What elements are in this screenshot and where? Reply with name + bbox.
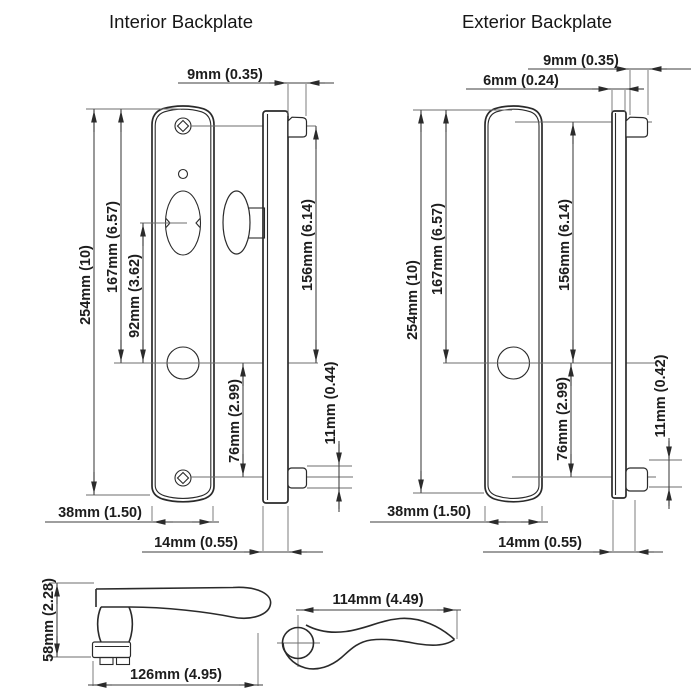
- lever-side-shape: [93, 587, 271, 664]
- exterior-bottom-flange-label: 11mm (0.42): [653, 354, 669, 438]
- interior-bottom-flange: [288, 468, 307, 488]
- exterior-top-to-bore-label: 167mm (6.57): [430, 203, 446, 295]
- interior-depth-label: 14mm (0.55): [154, 535, 238, 551]
- lever-arm-outline: [96, 587, 271, 618]
- exterior-plate-outline: [485, 106, 542, 502]
- exterior-side-view: [612, 111, 648, 498]
- interior-thumbturn-to-bore-label: 92mm (3.62): [127, 254, 143, 338]
- lever-spindle-right: [117, 658, 130, 665]
- exterior-backplate-drawing: [370, 53, 691, 552]
- interior-top-flange: [288, 117, 307, 137]
- exterior-mount-to-bore-label: 156mm (6.14): [557, 199, 573, 291]
- lever-top-wave-upper: [306, 618, 455, 639]
- interior-flange-depth-label: 9mm (0.35): [187, 67, 263, 83]
- exterior-plate-thickness-label: 6mm (0.24): [483, 73, 559, 89]
- interior-title: Interior Backplate: [109, 11, 253, 32]
- interior-extension-lines: [86, 84, 352, 551]
- interior-backplate-drawing: [45, 67, 353, 552]
- exterior-width-label: 38mm (1.50): [387, 504, 471, 520]
- interior-plate-outline: [152, 106, 214, 502]
- interior-bore-to-screw-label: 76mm (2.99): [227, 379, 243, 463]
- interior-screw-to-bore-label: 156mm (6.14): [300, 199, 316, 291]
- interior-front-view: [152, 106, 214, 502]
- exterior-top-flange: [626, 117, 648, 137]
- exterior-overall-length-label: 254mm (10): [405, 260, 421, 340]
- lever-length-label: 126mm (4.95): [130, 667, 222, 683]
- interior-thumbturn-stem: [249, 208, 265, 238]
- interior-top-to-bore-label: 167mm (6.57): [105, 201, 121, 293]
- exterior-bore-to-mount-label: 76mm (2.99): [555, 377, 571, 461]
- exterior-bottom-flange: [626, 468, 648, 491]
- interior-thumbturn-knob: [223, 191, 250, 254]
- lever-height-label: 58mm (2.28): [41, 578, 57, 662]
- exterior-title: Exterior Backplate: [461, 11, 613, 32]
- lever-side-view-drawing: [41, 578, 271, 686]
- exterior-side-profile: [612, 111, 626, 498]
- exterior-front-view: [485, 106, 542, 502]
- interior-overall-length-label: 254mm (10): [78, 245, 94, 325]
- interior-side-profile: [263, 111, 288, 503]
- lever-projection-label: 114mm (4.49): [332, 592, 424, 608]
- lever-base-collar: [93, 642, 131, 658]
- interior-bottom-flange-label: 11mm (0.44): [323, 361, 339, 445]
- lever-neck-outline: [98, 607, 133, 642]
- interior-width-label: 38mm (1.50): [58, 505, 142, 521]
- exterior-depth-label: 14mm (0.55): [498, 535, 582, 551]
- lever-top-view-drawing: [277, 592, 461, 669]
- exterior-flange-depth-label: 9mm (0.35): [543, 53, 619, 69]
- lever-spindle-left: [100, 658, 113, 665]
- lever-top-center-lines: [277, 610, 457, 667]
